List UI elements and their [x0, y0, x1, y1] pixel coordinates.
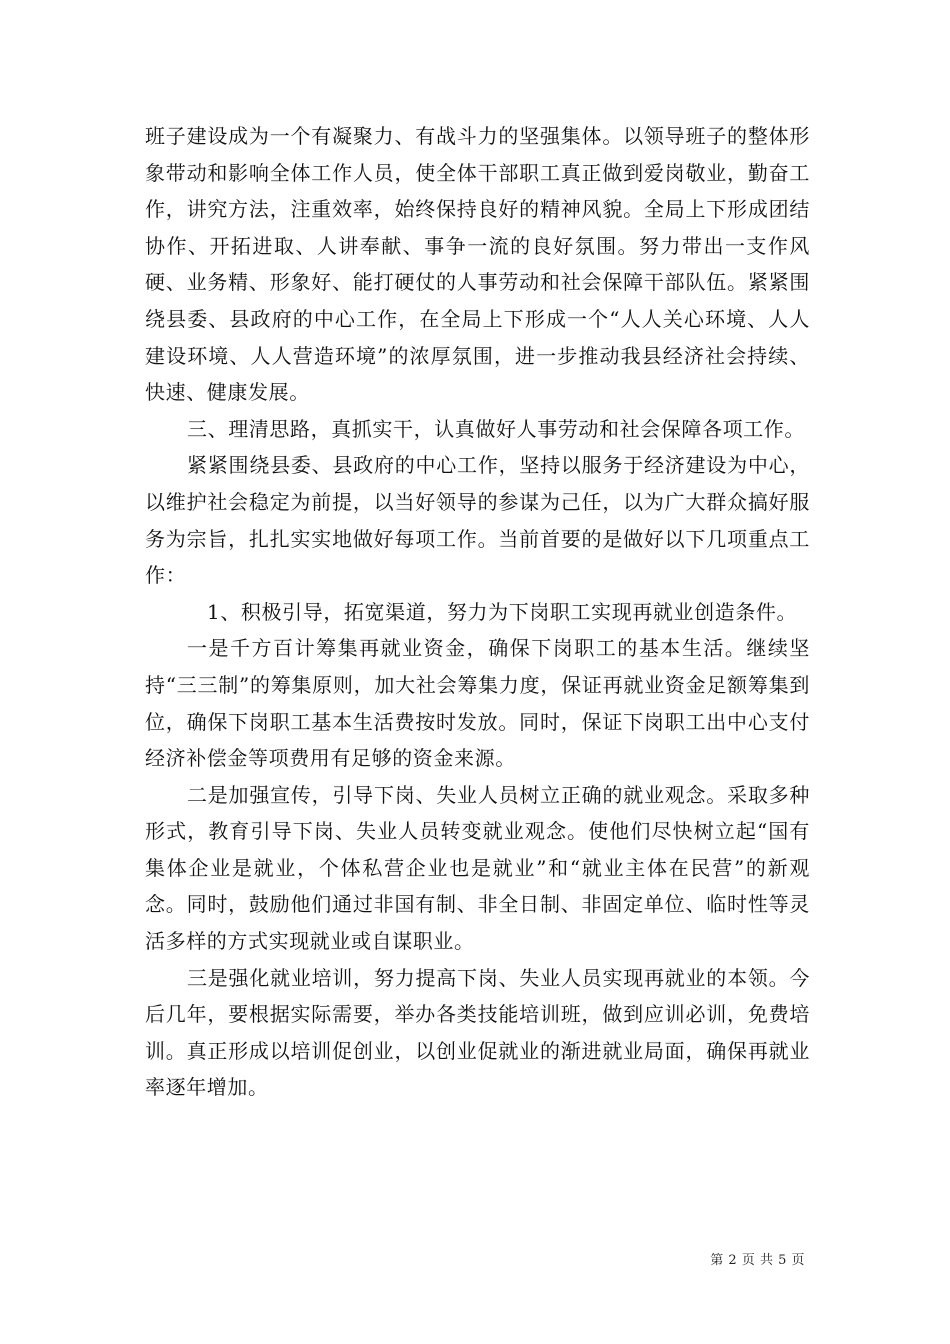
section-heading: 三、理清思路，真抓实干，认真做好人事劳动和社会保障各项工作。 [187, 416, 805, 441]
paragraph-continuation: 班子建设成为一个有凝聚力、有战斗力的坚强集体。以领导班子的整体形象带动和影响全体工作人员，使全体干部职工真正做到爱岗敬业，勤奋工作，讲究方法，注重效率，始终保持良好的精神风貌。全局上下形成团结协作、开拓进取、人讲奉献、事争一流的良好氛围。努力带出一支作风硬、业务精、形象好、能打硬仗的人事劳动和社会保障干部队伍。紧紧围绕县委、县政府的中心工作，在全局上下形成一个“人人关心环境、人人建设环境、人人营造环境”的浓厚氛围，进一步推动我县经济社会持续、快速、健康发展。 [145, 124, 810, 405]
paragraph: 二是加强宣传，引导下岗、失业人员树立正确的就业观念。采取多种形式，教育引导下岗、失业人员转变就业观念。使他们尽快树立起“国有集体企业是就业，个体私营企业也是就业”和“就业主体在民营”的新观念。同时，鼓励他们通过非国有制、非全日制、非固定单位、临时性等灵活多样的方式实现就业或自谋职业。 [145, 782, 810, 954]
paragraph: 一是千方百计筹集再就业资金，确保下岗职工的基本生活。继续坚持“三三制”的筹集原则，加大社会筹集力度，保证再就业资金足额筹集到位，确保下岗职工基本生活费按时发放。同时，保证下岗职工出中心支付经济补偿金等项费用有足够的资金来源。 [145, 636, 810, 771]
paragraph: 三是强化就业培训，努力提高下岗、失业人员实现再就业的本领。今后几年，要根据实际需要，举办各类技能培训班，做到应训必训，免费培训。真正形成以培训促创业，以创业促就业的渐进就业局面，确保再就业率逐年增加。 [145, 965, 810, 1100]
document-body [145, 118, 810, 1106]
paragraph: 紧紧围绕县委、县政府的中心工作，坚持以服务于经济建设为中心，以维护社会稳定为前提，以当好领导的参谋为己任，以为广大群众搞好服务为宗旨，扎扎实实地做好每项工作。当前首要的是做好以下几项重点工作： [145, 453, 810, 588]
subsection-heading: 1、积极引导，拓宽渠道，努力为下岗职工实现再就业创造条件。 [207, 599, 798, 624]
page-number-footer: 第 2 页 共 5 页 [710, 1253, 805, 1268]
